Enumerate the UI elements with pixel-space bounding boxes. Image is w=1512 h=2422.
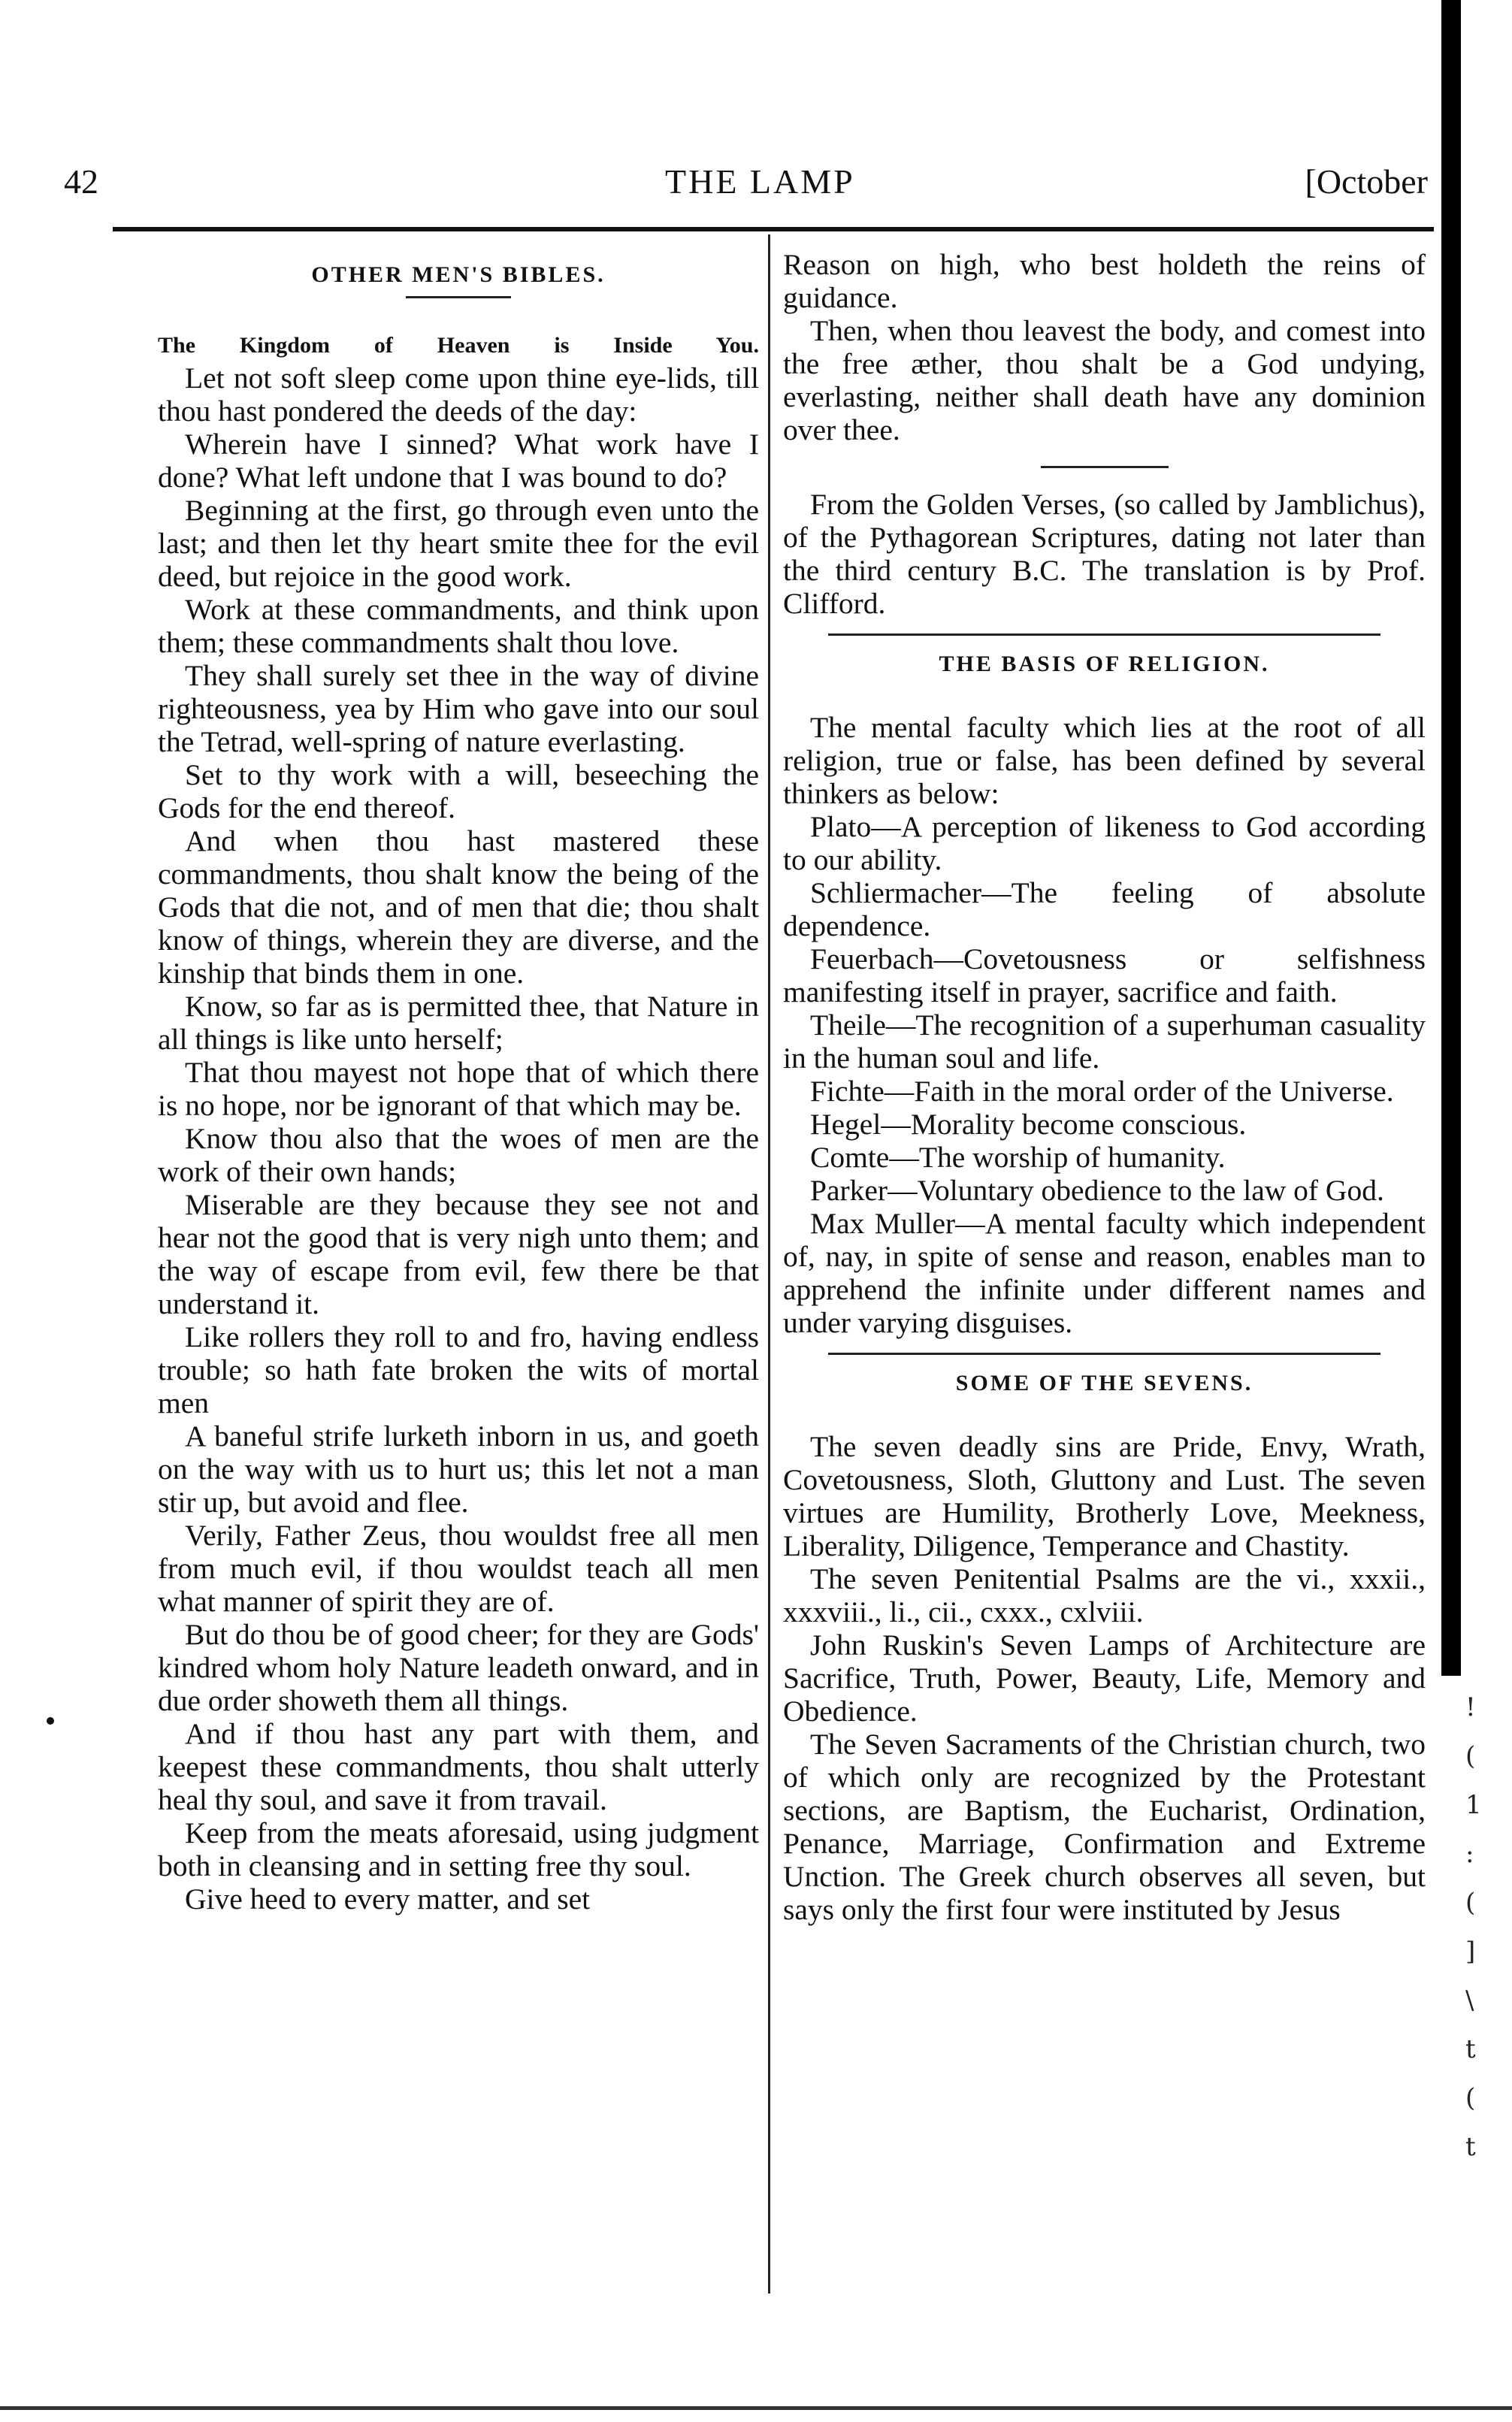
religion-definition: Feuerbach—Covetousness or selfishness manifesting itself in prayer, sacrifice and faith. — [783, 942, 1426, 1008]
paragraph: Give heed to every matter, and set — [185, 1882, 591, 1916]
paragraph: That thou mayest not hope that of which there is no hope, nor be ignorant of that which may be. — [158, 1056, 759, 1122]
margin-mark: ] — [1465, 1937, 1476, 1967]
left-column — [158, 248, 759, 1916]
religion-definition: Theile—The recognition of a superhuman casuality in the human soul and life. — [783, 1008, 1426, 1075]
magazine-title: THE LAMP — [665, 162, 855, 201]
paragraph: Let not soft sleep come upon thine eye-lids, till thou hast pondered the deeds of the day: — [158, 361, 759, 428]
paragraph: Know, so far as is permitted thee, that Nature in all things is like unto herself; — [158, 990, 759, 1056]
section-rule — [828, 1353, 1380, 1355]
margin-mark: \ — [1465, 1985, 1474, 2015]
section-rule — [828, 633, 1380, 636]
paragraph: Set to thy work with a will, beseeching the Gods for the end thereof. — [158, 758, 759, 824]
paragraph: Know thou also that the woes of men are the work of their own hands; — [158, 1122, 759, 1188]
paragraph: And when thou hast mastered these commandments, thou shalt know the being of the Gods that die not, and of men that die; thou shalt know of things, wherein they are diverse, and the kinship that binds them in one. — [158, 824, 759, 990]
margin-dot — [47, 1717, 54, 1725]
religion-definition: Parker—Voluntary obedience to the law of God. — [810, 1174, 1384, 1207]
sevens-paragraph: The seven deadly sins are Pride, Envy, Wrath, Covetousness, Sloth, Gluttony and Lust. The seven virtues are Humility, Brotherly Love, Meekness, Liberality, Diligence, Temperance and Chastity. — [783, 1430, 1426, 1562]
source-note: From the Golden Verses, (so called by Jamblichus), of the Pythagorean Scriptures, dating not later than the third century B.C. The translation is by Prof. Clifford. — [783, 488, 1426, 620]
religion-definition: Comte—The worship of humanity. — [810, 1141, 1226, 1174]
paragraph: Verily, Father Zeus, thou wouldst free all men from much evil, if thou wouldst teach all men what manner of spirit they are of. — [158, 1519, 759, 1618]
margin-mark: ( — [1465, 2083, 1476, 2113]
section-rule — [1041, 466, 1169, 468]
running-head — [64, 154, 1428, 207]
issue-month: [October — [1305, 162, 1428, 201]
spacer — [783, 1409, 1426, 1430]
margin-mark: t — [1465, 2132, 1476, 2162]
margin-marks — [1465, 1683, 1495, 2360]
religion-intro: The mental faculty which lies at the root of all religion, true or false, has been defined by several thinkers as below: — [783, 711, 1426, 810]
religion-definition: Fichte—Faith in the moral order of the Universe. — [810, 1075, 1394, 1108]
margin-mark: ( — [1465, 1888, 1476, 1918]
paragraph: Beginning at the first, go through even unto the last; and then let thy heart smite thee for the evil deed, but rejoice in the good work. — [158, 494, 759, 593]
article-subtitle: The Kingdom of Heaven is Inside You. — [158, 333, 759, 358]
title-rule — [406, 296, 511, 298]
religion-definition: Plato—A perception of likeness to God according to our ability. — [783, 810, 1426, 876]
section-title-basis-of-religion: THE BASIS OF RELIGION. — [939, 652, 1270, 676]
margin-mark: ( — [1465, 1741, 1476, 1771]
paragraph: And if thou hast any part with them, and keepest these commandments, thou shalt utterly heal thy soul, and save it from travail. — [158, 1717, 759, 1816]
sevens-paragraph: The Seven Sacraments of the Christian church, two of which only are recognized by the Protestant sections, are Baptism, the Eucharist, Ordination, Penance, Marriage, Confirmation and Extreme Unction. The Greek church observes all seven, but says only the first four were instituted by Jesus — [783, 1728, 1426, 1926]
bottom-rule — [0, 2406, 1512, 2410]
paragraph: Wherein have I sinned? What work have I done? What left undone that I was bound to do? — [158, 428, 759, 494]
page-number: 42 — [64, 162, 98, 201]
paragraph: Like rollers they roll to and fro, having endless trouble; so hath fate broken the wits of mortal men — [158, 1320, 759, 1420]
continuation-paragraph: Reason on high, who best holdeth the reins of guidance. — [783, 248, 1426, 314]
paragraph: A baneful strife lurketh inborn in us, and goeth on the way with us to hurt us; this let not a man stir up, but avoid and flee. — [158, 1420, 759, 1519]
continuation-paragraph: Then, when thou leavest the body, and comest into the free æther, thou shalt be a God undying, everlasting, neither shall death have any dominion over thee. — [783, 314, 1426, 446]
margin-mark: : — [1465, 1839, 1474, 1869]
margin-mark: 1 — [1465, 1790, 1482, 1820]
religion-definition: Hegel—Morality become conscious. — [810, 1108, 1247, 1141]
paragraph: Keep from the meats aforesaid, using judgment both in cleansing and in setting free thy soul. — [158, 1816, 759, 1882]
section-title-other-mens-bibles: OTHER MEN'S BIBLES. — [311, 262, 606, 287]
column-divider — [768, 234, 770, 2293]
religion-definition: Max Muller—A mental faculty which independent of, nay, in spite of sense and reason, enables man to apprehend the infinite under different names and under varying disguises. — [783, 1207, 1426, 1339]
margin-mark: ! — [1465, 1692, 1476, 1722]
religion-definition: Schliermacher—The feeling of absolute dependence. — [783, 876, 1426, 942]
paragraph: Miserable are they because they see not and hear not the good that is very nigh unto them; and the way of escape from evil, few there be that understand it. — [158, 1188, 759, 1320]
paragraph: They shall surely set thee in the way of divine righteousness, yea by Him who gave into our soul the Tetrad, well-spring of nature everlasting. — [158, 659, 759, 758]
spacer — [783, 690, 1426, 711]
margin-mark: t — [1465, 2034, 1476, 2064]
paragraph: Work at these commandments, and think upon them; these commandments shalt thou love. — [158, 593, 759, 659]
sevens-paragraph: John Ruskin's Seven Lamps of Architecture are Sacrifice, Truth, Power, Beauty, Life, Memory and Obedience. — [783, 1628, 1426, 1728]
sevens-paragraph: The seven Penitential Psalms are the vi., xxxii., xxxviii., li., cii., cxxx., cxlviii. — [783, 1562, 1426, 1628]
header-rule — [113, 227, 1434, 231]
binding-edge — [1441, 0, 1461, 1676]
paragraph: But do thou be of good cheer; for they are Gods' kindred whom holy Nature leadeth onward, and in due order showeth them all things. — [158, 1618, 760, 1717]
right-column — [783, 248, 1426, 1926]
section-title-some-of-the-sevens: SOME OF THE SEVENS. — [955, 1371, 1253, 1395]
